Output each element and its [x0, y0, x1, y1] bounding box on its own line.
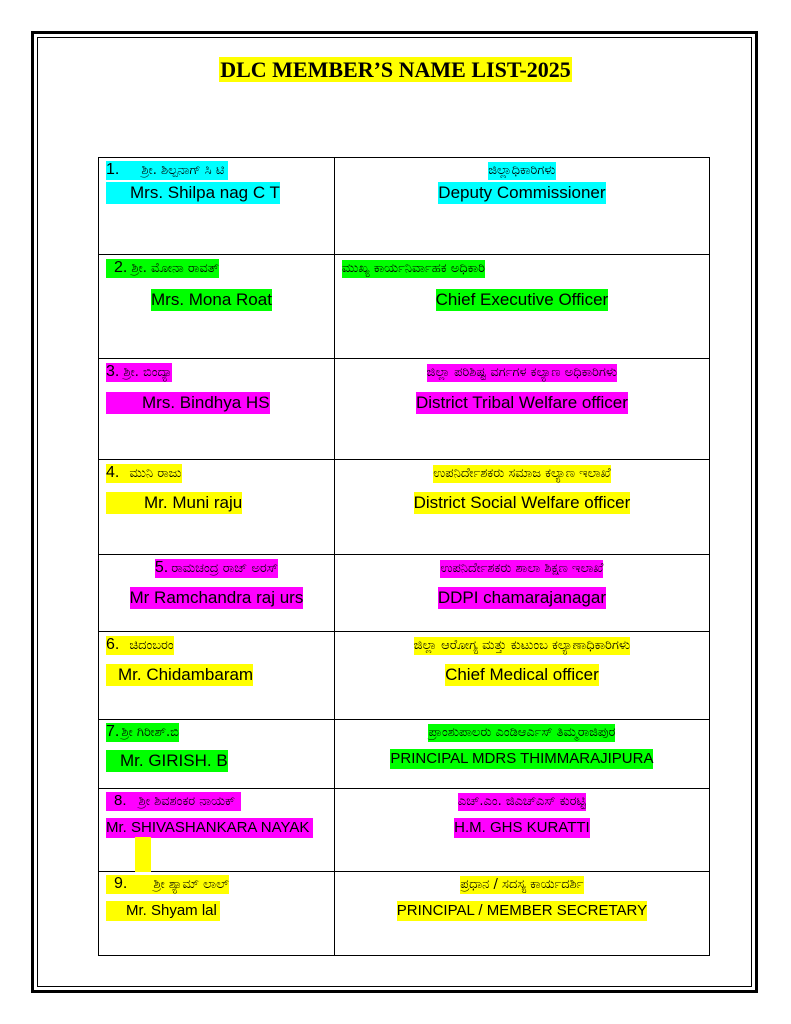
table-row	[99, 789, 710, 872]
member-role-cell	[334, 359, 709, 460]
member-role-cell	[334, 460, 709, 555]
table-row	[99, 555, 710, 632]
member-role-kannada: ಮುಖ್ಯ ಕಾರ್ಯನಿರ್ವಾಹಕ ಅಧಿಕಾರಿ	[341, 261, 485, 276]
table-row	[99, 632, 710, 720]
member-name-english: Mrs. Shilpa nag C T	[106, 182, 280, 204]
member-role-kannada: ಉಪನಿರ್ದೇಶಕರು ಸಮಾಜ ಕಲ್ಯಾಣ ಇಲಾಖೆ	[433, 466, 611, 481]
member-name-english: Mr Ramchandra raj urs	[129, 588, 304, 607]
member-role-cell	[334, 158, 709, 255]
member-name-kannada: ರಾಮಚಂದ್ರ ರಾಜ್ ಅರಸ್	[171, 561, 278, 576]
member-role-english: District Tribal Welfare officer	[415, 393, 628, 412]
member-role-cell	[334, 720, 709, 789]
row-number: 8.	[114, 792, 127, 809]
table-row	[99, 255, 710, 359]
member-role-kannada: ಎಚ್.ಎಂ. ಜಿಎಚ್ಎಸ್ ಕುರಟ್ಟಿ	[457, 794, 586, 809]
member-role-kannada: ಜಿಲ್ಲಾ ಪರಿಶಿಷ್ಟ ವರ್ಗಗಳ ಕಲ್ಯಾಣ ಅಧಿಕಾರಿಗಳು	[426, 365, 618, 380]
member-name-kannada: ಶ್ರೀ. ಶಿಲ್ಪನಾಗ್ ಸಿ ಟಿ	[141, 163, 225, 178]
member-name-cell	[99, 555, 335, 632]
highlight-mark	[135, 837, 151, 872]
table-row	[99, 872, 710, 956]
row-number: 1.	[106, 161, 120, 178]
table-row	[99, 720, 710, 789]
member-name-kannada: ಶ್ರೀ ಗಿರೀಶ್.ಬಿ	[121, 725, 179, 740]
member-name-kannada: ಶ್ರೀ ಶ್ಯಾಮ್ ಲಾಲ್	[153, 877, 229, 892]
member-role-cell	[334, 872, 709, 956]
member-name-english: Mr. Chidambaram	[106, 664, 253, 686]
member-role-english: Chief Medical officer	[445, 665, 599, 684]
member-name-cell	[99, 632, 335, 720]
member-table	[98, 157, 710, 956]
member-role-cell	[334, 555, 709, 632]
member-role-english: PRINCIPAL MDRS THIMMARAJIPURA	[390, 750, 654, 767]
member-name-cell	[99, 872, 335, 956]
row-number: 5.	[154, 559, 169, 576]
member-name-cell	[99, 460, 335, 555]
member-name-kannada: ಶ್ರೀ ಶಿವಶಂಕರ ನಾಯಕ್	[138, 794, 236, 809]
member-name-kannada: ಮುನಿ ರಾಜು	[129, 466, 182, 481]
member-role-english: DDPI chamarajanagar	[437, 588, 607, 607]
member-name-cell	[99, 789, 335, 872]
row-number: 7.	[106, 723, 120, 740]
page-title: DLC MEMBER’S NAME LIST-2025	[220, 57, 571, 82]
row-number: 9.	[114, 875, 128, 892]
member-name-english: Mr. SHIVASHANKARA NAYAK	[106, 818, 313, 838]
table-row	[99, 359, 710, 460]
member-role-kannada: ಪ್ರಾಂಶುಪಾಲರು ಎಂಡಿಆರ್ಎಸ್ ತಿಮ್ಮರಾಜಿಪುರ	[428, 725, 616, 740]
member-role-cell	[334, 632, 709, 720]
table-row	[99, 460, 710, 555]
row-number: 3.	[106, 363, 120, 380]
row-number: 6.	[106, 636, 120, 653]
table-row	[99, 158, 710, 255]
member-name-cell	[99, 720, 335, 789]
member-name-kannada: ಚಿದಂಬರಂ	[129, 638, 174, 653]
member-name-cell	[99, 158, 335, 255]
member-name-english: Mr. GIRISH. B	[106, 750, 228, 772]
member-name-english: Mrs. Mona Roat	[151, 290, 272, 309]
member-role-english: Deputy Commissioner	[438, 183, 606, 202]
member-name-cell	[99, 255, 335, 359]
member-role-kannada: ಜಿಲ್ಲಾ ಆರೋಗ್ಯ ಮತ್ತು ಕುಟುಂಬ ಕಲ್ಯಾಣಾಧಿಕಾರಿಗಳು	[413, 638, 631, 653]
member-role-cell	[334, 789, 709, 872]
member-role-kannada: ಪ್ರಧಾನ / ಸದಸ್ಯ ಕಾರ್ಯದರ್ಶಿ	[460, 877, 584, 892]
member-name-cell	[99, 359, 335, 460]
member-name-kannada: ಶ್ರೀ. ಬಿಂದ್ಯಾ	[123, 365, 173, 380]
member-role-english: Chief Executive Officer	[435, 290, 609, 309]
member-role-english: H.M. GHS KURATTI	[454, 819, 590, 836]
member-name-english: Mr. Muni raju	[106, 492, 242, 514]
member-role-cell	[334, 255, 709, 359]
member-role-kannada: ಜಿಲ್ಲಾಧಿಕಾರಿಗಳು	[488, 163, 556, 178]
member-role-english: PRINCIPAL / MEMBER SECRETARY	[396, 902, 648, 919]
member-name-kannada: ಶ್ರೀ. ಮೋನಾ ರಾವತ್	[131, 261, 219, 276]
member-name-english: Mrs. Bindhya HS	[106, 392, 270, 414]
row-number: 4.	[106, 464, 120, 481]
member-role-kannada: ಉಪನಿರ್ದೇಶಕರು ಶಾಲಾ ಶಿಕ್ಷಣ ಇಲಾಖೆ	[440, 561, 604, 576]
member-name-english: Mr. Shyam lal	[106, 901, 220, 921]
row-number: 2.	[114, 259, 128, 276]
member-role-english: District Social Welfare officer	[413, 493, 631, 512]
